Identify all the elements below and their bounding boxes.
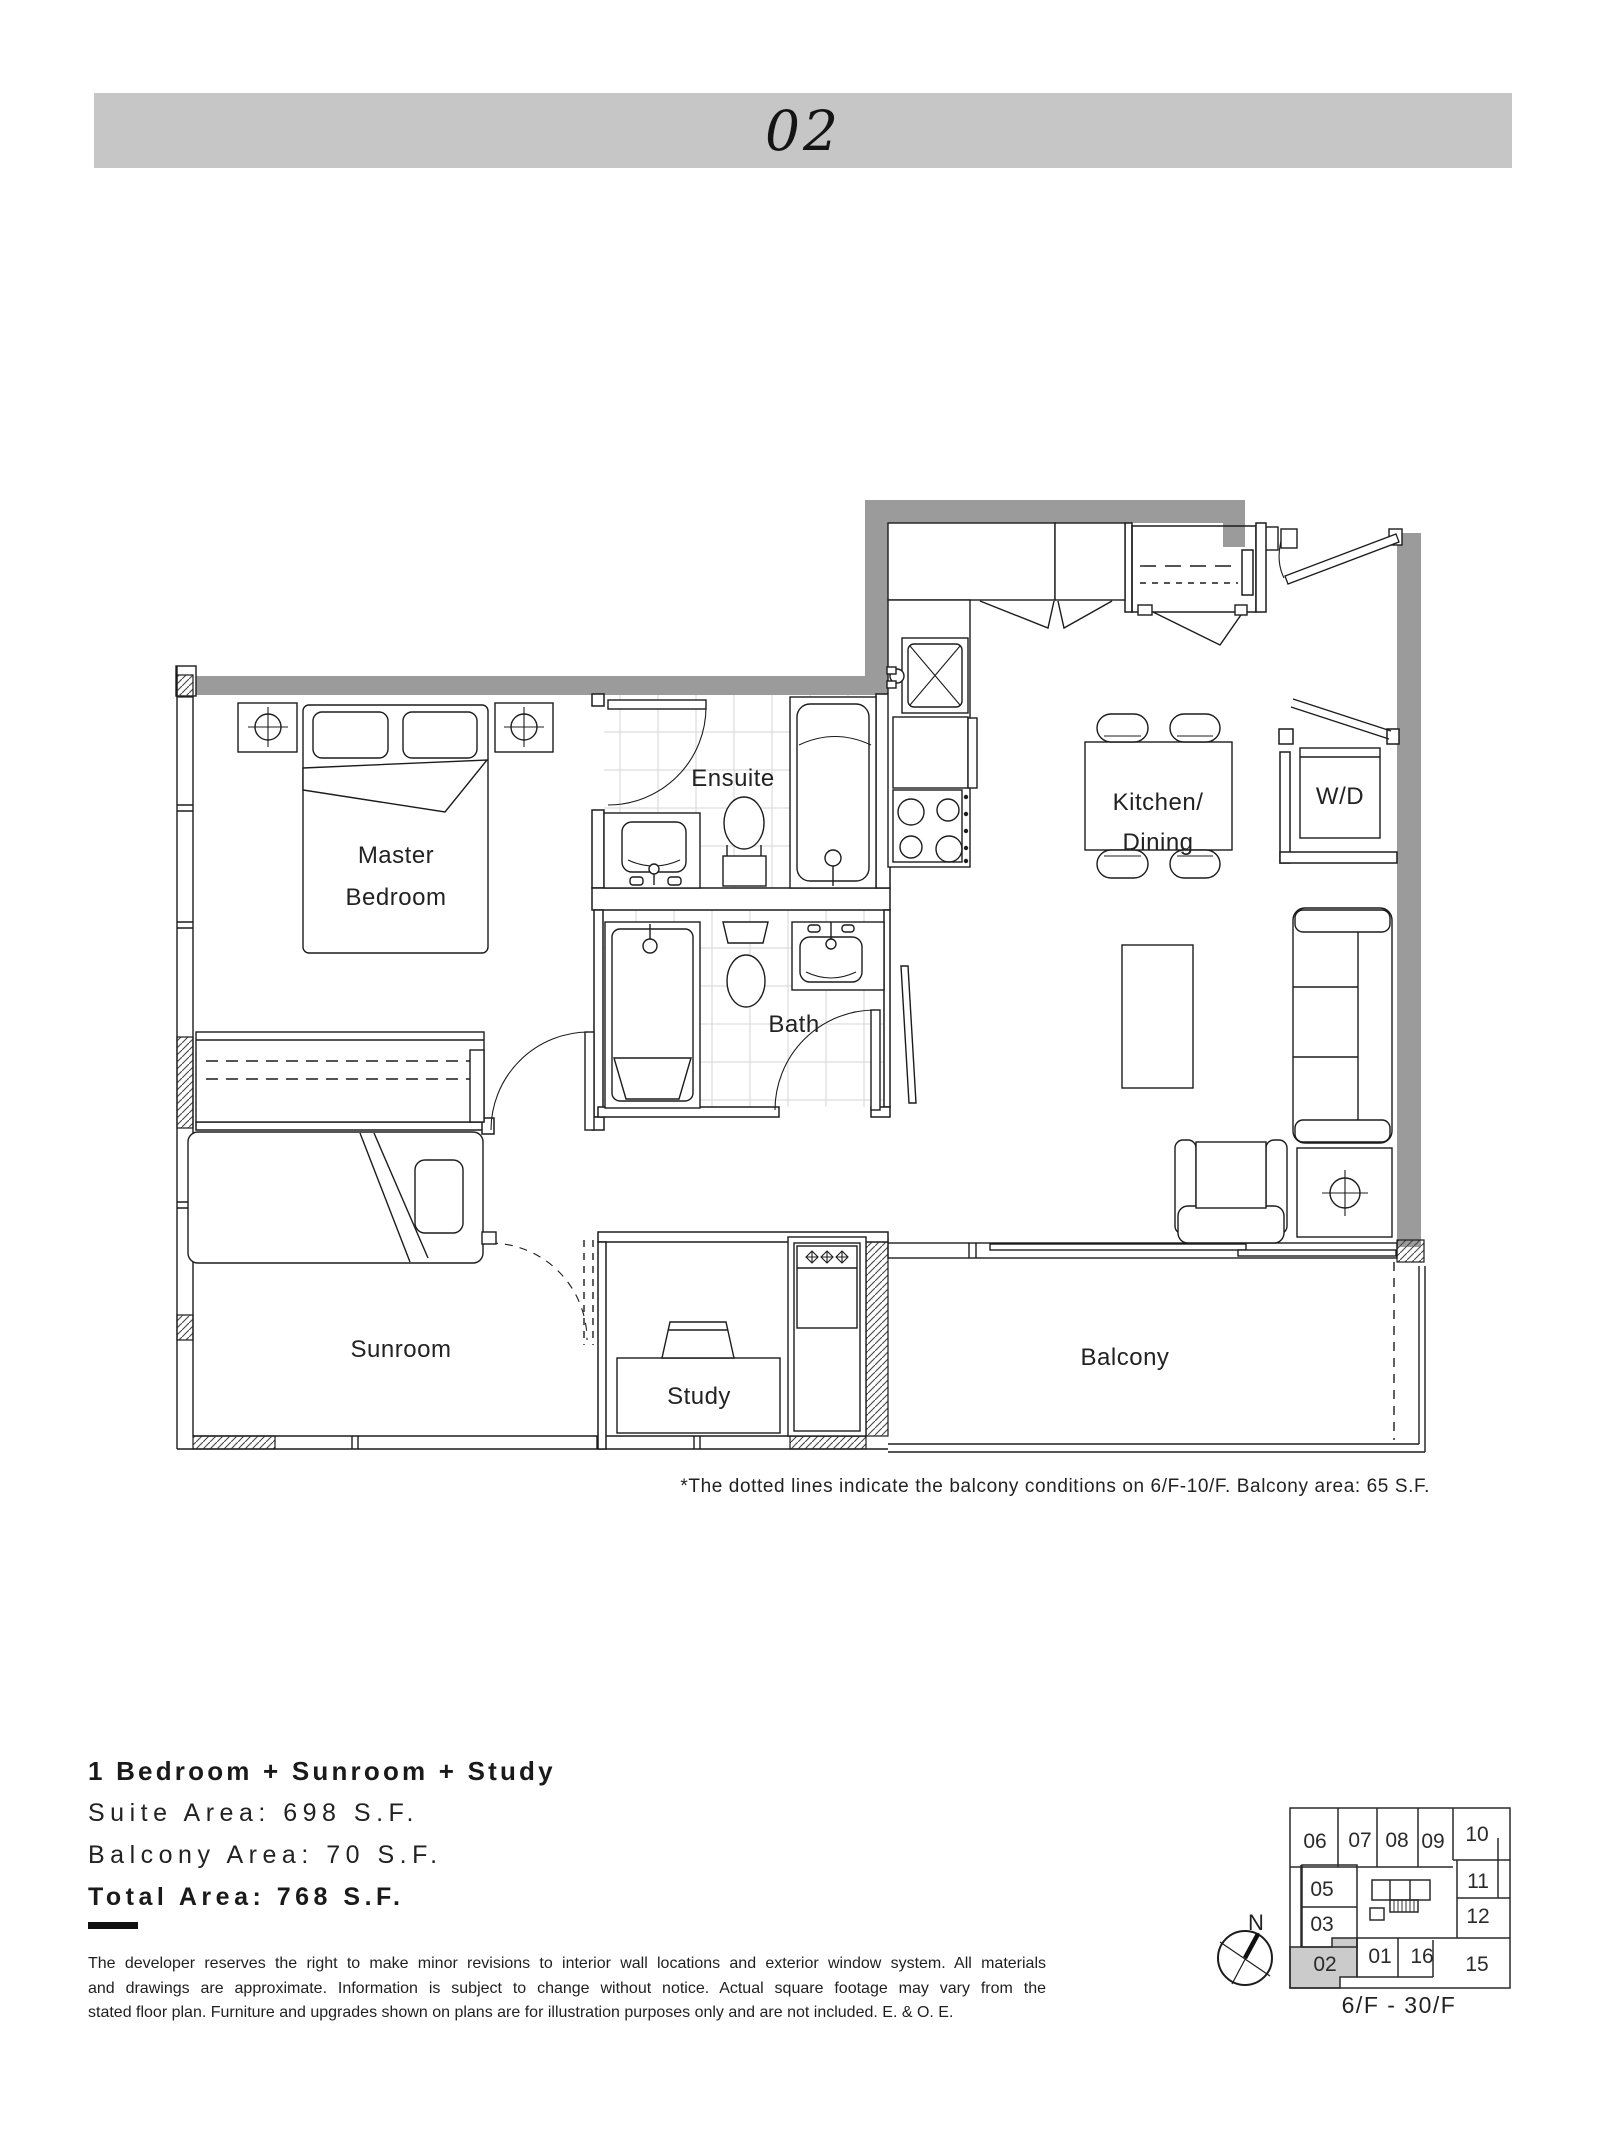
compass: [1218, 1910, 1272, 1985]
disclaimer-line-2: and drawings are approximate. Information is subject to change without notice. Actual square footage may vary from the: [88, 1979, 1046, 1997]
key-plan-unit-09: 09: [1421, 1830, 1445, 1853]
compass-needle: [1245, 1934, 1258, 1958]
sunroom-label: Sunroom: [350, 1336, 452, 1363]
disclaimer-line-1: The developer reserves the right to make minor revisions to interior wall locations and exterior window system. All materials: [88, 1955, 1046, 1972]
disclaimer-line-3: stated floor plan. Furniture and upgrades shown on plans are for illustration purposes only and are not included. E. & O. E.: [88, 2004, 954, 2021]
wd-closet: [1291, 699, 1391, 838]
master-bedroom-label-line1: Master: [357, 842, 435, 869]
master-bedroom-furniture: [196, 703, 594, 1130]
key-plan-unit-15: 15: [1465, 1953, 1489, 1976]
key-plan-unit-16: 16: [1410, 1945, 1434, 1968]
study-label: Study: [667, 1383, 731, 1410]
wd-label: W/D: [1315, 783, 1365, 810]
key-plan-unit-10: 10: [1465, 1823, 1489, 1846]
ensuite-label: Ensuite: [691, 765, 775, 792]
key-plan-unit-01: 01: [1368, 1945, 1392, 1968]
balcony-label: Balcony: [1080, 1344, 1170, 1371]
suite-title: 1 Bedroom + Sunroom + Study: [88, 1756, 556, 1786]
unit-number: 02: [765, 98, 841, 163]
kitchen-dining-label-line1: Kitchen/: [1112, 789, 1204, 816]
total-area: Total Area: 768 S.F.: [88, 1883, 405, 1911]
master-bedroom-label-line2: Bedroom: [345, 884, 447, 911]
ensuite-fixtures: [604, 697, 876, 888]
key-plan-unit-11: 11: [1467, 1870, 1489, 1893]
key-plan-floors-caption: 6/F - 30/F: [1341, 1992, 1457, 2018]
entry-closet: [1138, 566, 1247, 645]
suite-area: Suite Area: 698 S.F.: [88, 1799, 419, 1827]
key-plan-unit-08: 08: [1385, 1829, 1409, 1852]
key-plan-unit-12: 12: [1466, 1905, 1490, 1928]
disclaimer-text: [88, 1952, 1046, 2026]
key-plan-unit-07: 07: [1348, 1829, 1372, 1852]
bath-label: Bath: [768, 1011, 820, 1038]
sunroom-furniture: [188, 1132, 593, 1345]
key-plan-unit-02: 02: [1313, 1953, 1337, 1976]
kitchen-dining-label-line2: Dining: [1122, 829, 1194, 856]
key-plan-unit-05: 05: [1310, 1878, 1334, 1901]
balcony-footnote: *The dotted lines indicate the balcony conditions on 6/F-10/F. Balcony area: 65 S.F.: [680, 1476, 1430, 1497]
divider-rule: [88, 1922, 138, 1929]
key-plan-unit-03: 03: [1310, 1913, 1334, 1936]
study-furniture: [617, 1237, 866, 1436]
bath-fixtures: [605, 922, 916, 1110]
balcony-area: Balcony Area: 70 S.F.: [88, 1841, 443, 1869]
compass-north-label: N: [1248, 1910, 1264, 1935]
key-plan-unit-06: 06: [1303, 1830, 1327, 1853]
suite-summary: [88, 1750, 556, 1918]
